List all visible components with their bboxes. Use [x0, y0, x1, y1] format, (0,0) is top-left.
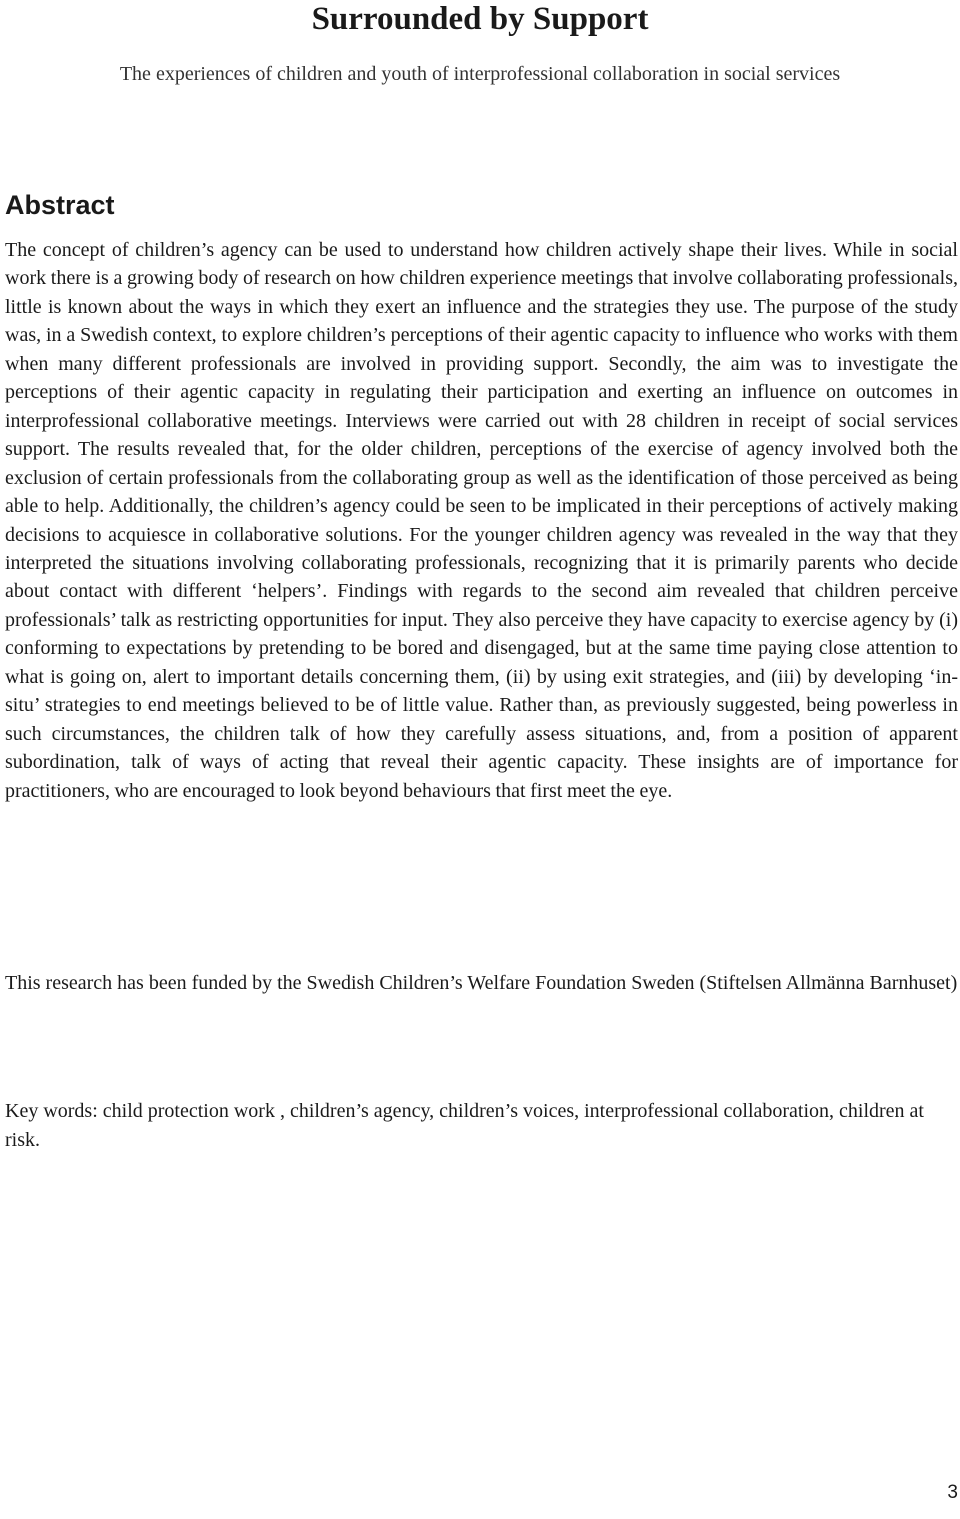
funding-note: This research has been funded by the Swedish Children’s Welfare Foundation Sweden (Stiftelsen Allmänna Barnhuset) [5, 972, 958, 994]
document-subtitle: The experiences of children and youth of interprofessional collaboration in social services [119, 63, 841, 85]
keywords: Key words: child protection work , children’s agency, children’s voices, interprofessional collaboration, children at risk. [5, 1100, 924, 1151]
page-number: 3 [947, 1482, 958, 1503]
document-title: Surrounded by Support [311, 1, 649, 37]
abstract-heading: Abstract [5, 190, 115, 220]
abstract-body: The concept of children’s agency can be used to understand how children actively shape their lives. While in social work there is a growing body of research on how children experience meetings that involve collaborating professionals, little is known about the ways in which they exert an influence and the strategies they use. The purpose of the study was, in a Swedish context, to explore children’s perceptions of their agentic capacity to influence who works with them when many different professionals are involved in providing support. Secondly, the aim was to investigate the perceptions of their agentic capacity in regulating their participation and exerting an influence on outcomes in interprofessional collaborative meetings. Interviews were carried out with 28 children in receipt of social services support. The results revealed that, for the older children, perceptions of the exercise of agency involved both the exclusion of certain professionals from the collaborating group as well as the identification of those perceived as being able to help. Additionally, the children’s agency could be seen to be implicated in their perceptions of actively making decisions to acquiesce in collaborative solutions. For the younger children agency was revealed in the way that they interpreted the situations involving collaborating professionals, recognizing that it is primarily parents who decide about contact with different ‘helpers’. Findings with regards to the second aim revealed that children perceive professionals’ talk as restricting opportunities for input. They also perceive they have capacity to exercise agency by (i) conforming to expectations by pretending to be bored and disengaged, but at the same time paying close attention to what is going on, alert to important details concerning them, (ii) by using exit strategies, and (iii) by developing ‘in-situ’ strategies to end meetings believed to be of little value. Rather than, as previously suggested, being powerless in such circumstances, the children talk of how they carefully assess situations, and, from a position of apparent subordination, talk of ways of acting that reveal their agentic capacity. These insights are of importance for practitioners, who are encouraged to look beyond behaviours that first meet the eye. [5, 239, 958, 802]
